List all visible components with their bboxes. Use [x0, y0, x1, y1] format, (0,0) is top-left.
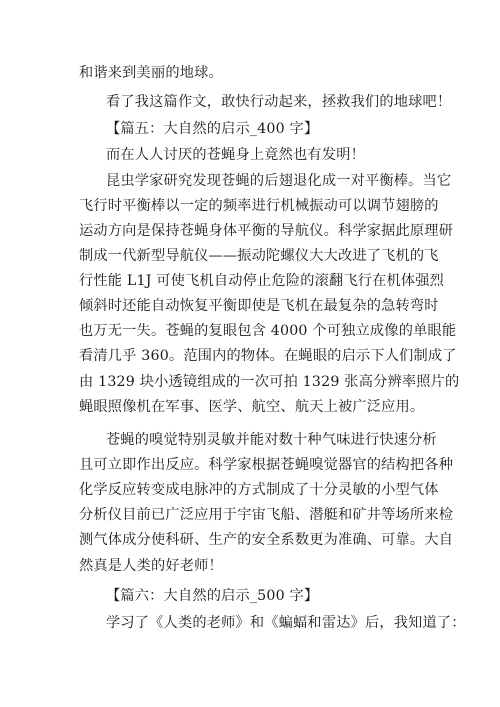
section6-heading: 【篇六：大自然的启示_500 字】: [106, 588, 319, 604]
section5-paragraph-1: 而在人人讨厌的苍蝇身上竟然也有发明！: [106, 147, 365, 163]
section5-p3-line-3: 化学反应转变成电脉冲的方式制成了十分灵敏的小型气体: [79, 482, 439, 498]
section5-p2-line-1: 昆虫学家研究发现苍蝇的后翅退化成一对平衡棒。当它: [106, 173, 452, 189]
section5-p3-line-1: 苍蝇的嗅觉特别灵敏并能对数十种气味进行快速分析: [106, 432, 437, 448]
section5-p3-line-4: 分析仪目前已广泛应用于宇宙飞船、潜艇和矿井等场所来检: [79, 507, 454, 523]
section5-p2-line-3: 运动方向是保持苍蝇身体平衡的导航仪。科学家据此原理研: [79, 223, 454, 239]
closing-line: 看了我这篇作文，敢快行动起来，拯救我们的地球吧！: [106, 94, 452, 110]
section5-p2-line-9: 由 1329 块小透镜组成的一次可拍 1329 张高分辨率照片的: [79, 374, 460, 390]
section5-p2-line-6: 倾斜时还能自动恢复平衡即使是飞机在最复杂的急转弯时: [79, 298, 439, 314]
section5-p3-line-6: 然真是人类的好老师！: [79, 558, 223, 574]
section5-p2-line-7: 也万无一失。苍蝇的复眼包含 4000 个可独立成像的单眼能: [79, 323, 457, 339]
section5-p2-line-2: 飞行时平衡棒以一定的频率进行机械振动可以调节翅膀的: [79, 198, 439, 214]
section5-p2-line-5: 行性能 L1J 可使飞机自动停止危险的滚翻飞行在机体强烈: [79, 273, 445, 289]
section5-heading: 【篇五：大自然的启示_400 字】: [106, 121, 319, 137]
section5-p2-line-10: 蝇眼照像机在军事、医学、航空、航天上被广泛应用。: [79, 399, 425, 415]
section5-p2-line-8: 看清几乎 360。范围内的物体。在蝇眼的启示下人们制成了: [79, 348, 457, 364]
section5-p3-line-2: 且可立即作出反应。科学家根据苍蝇嗅觉器官的结构把各种: [79, 457, 454, 473]
section5-p3-line-5: 测气体成分使科研、生产的安全系数更为准确、可靠。大自: [79, 532, 454, 548]
section6-paragraph-1: 学习了《人类的老师》和《蝙蝠和雷达》后，我知道了：: [106, 615, 466, 631]
intro-line: 和谐来到美丽的地球。: [79, 65, 223, 81]
section5-p2-line-4: 制成一代新型导航仪——振动陀螺仪大大改进了飞机的飞: [79, 248, 439, 264]
